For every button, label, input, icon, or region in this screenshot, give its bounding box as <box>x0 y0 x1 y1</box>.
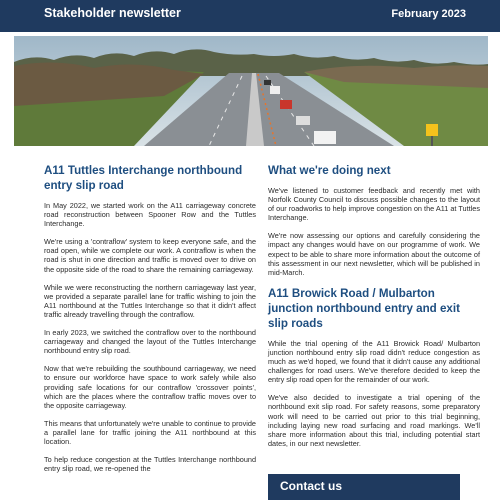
header-band <box>0 0 500 32</box>
paragraph: In May 2022, we started work on the A11 carriageway concrete road reconstruction between Spooner Row and the Tuttles Interchange. <box>44 201 256 229</box>
newsletter-title: Stakeholder newsletter <box>44 6 181 20</box>
hero-photo-a11-roadworks <box>14 36 488 146</box>
paragraph: This means that unfortunately we're unable to continue to provide a parallel lane for traffic joining the A11 northbound at this location. <box>44 418 256 446</box>
paragraph: While we were reconstructing the northern carriageway last year, we provided a separate parallel lane for traffic wishing to join the A11 northbound at the Tuttles Interchange so that it didn't affect traffic already travelling through the contraflow. <box>44 282 256 319</box>
paragraph: We've also decided to investigate a trial opening of the northbound exit slip road. For safety reasons, some preparatory work will need to be carried out prior to this trial beginning, including laying new road surfacing and road markings. We'll share more information about this trial, including potential start dates, in our next newsletter. <box>268 393 480 448</box>
paragraph: We're using a 'contraflow' system to keep everyone safe, and the road open, while we complete our work. A contraflow is when the road is shut in one direction and traffic is moved over to drive on the opposite side of the road to share the remaining carriageway. <box>44 237 256 274</box>
paragraph: We've listened to customer feedback and recently met with Norfolk County Council to discuss possible changes to the layout of our roadworks to help improve congestion on the A11 at Tuttles Interchange. <box>268 186 480 223</box>
heading-browick-road: A11 Browick Road / Mulbarton junction northbound entry and exit slip roads <box>268 286 460 330</box>
paragraph: While the trial opening of the A11 Browick Road/ Mulbarton junction northbound entry slip road didn't reduce congestion as much as we'd hoped, we found that it didn't cause any additional challenges for road users. We've therefore decided to keep the entry slip road open for the remainder of our work. <box>268 338 480 385</box>
paragraph: We're now assessing our options and carefully considering the impact any changes would have on our programme of work. We expect to be able to share more information about the outcome of this assessment in our next newsletter, which will be published in mid-March. <box>268 231 480 277</box>
right-column <box>268 163 480 457</box>
left-column <box>44 163 256 482</box>
paragraph: To help reduce congestion at the Tuttles Interchange northbound entry slip road, we re-opened the <box>44 455 256 474</box>
contact-us-box <box>268 474 460 500</box>
newsletter-date: February 2023 <box>391 8 466 20</box>
road-photo-illustration <box>14 36 488 146</box>
paragraph: In early 2023, we switched the contraflow over to the northbound carriageway and changed the layout of the Tuttles Interchange northbound entry slip road. <box>44 328 256 356</box>
heading-tuttles-interchange: A11 Tuttles Interchange northbound entry slip road <box>44 164 243 192</box>
heading-what-next: What we're doing next <box>268 164 391 177</box>
paragraph: Now that we're rebuilding the southbound carriageway, we need to ensure our workforce have space to work safely while also providing safe locations for our contraflow 'crossover points', which are the places where the contraflow traffic moves over to the opposite carriageway. <box>44 364 256 410</box>
contact-us-heading: Contact us <box>280 479 343 493</box>
